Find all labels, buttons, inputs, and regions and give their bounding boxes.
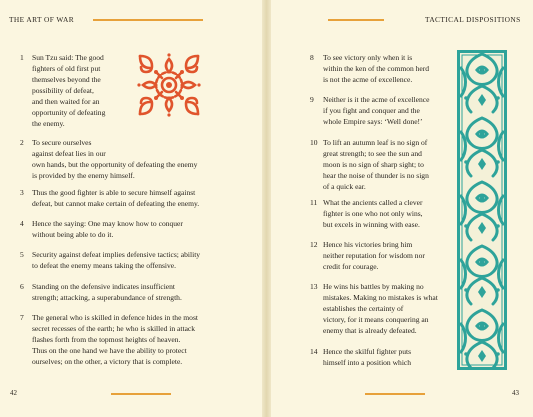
verse-text: What the ancients called a clever fighter is one who not only wins, but excels in winning with ease. [323,198,423,229]
verse-number: 13 [310,282,318,291]
left-header-rule [93,19,203,21]
verse-number: 1 [20,53,24,62]
verse-text: To lift an autumn leaf is no sign of great strength; to see the sun and moon is no sign of sharp sight; to hear the noise of thunder is no sign of a quick ear. [323,138,429,191]
verse-number: 10 [310,138,318,147]
verse-number: 7 [20,313,24,322]
right-running-head: TACTICAL DISPOSITIONS [425,15,521,24]
verse-text: Hence his victories bring him neither reputation for wisdom nor credit for courage. [323,240,425,271]
verse-number: 14 [310,347,318,356]
book-gutter [262,0,271,417]
verse-text: He wins his battles by making no mistakes. Making no mistakes is what establishes the certainty of victory, for it means conquering an enemy that is already defeated. [323,282,438,335]
verse-text: To secure ourselves against defeat lies in our own hands, but the opportunity of defeating the enemy is provided by the enemy himself. [32,138,198,180]
verse-number: 11 [310,198,318,207]
verse-text: Thus the good fighter is able to secure himself against defeat, but cannot make certain of defeating the enemy. [32,188,200,208]
verse-text: Security against defeat implies defensive tactics; ability to defeat the enemy means taking the offensive. [32,250,201,270]
verse-text: Hence the skilful fighter puts himself into a position which [323,347,412,367]
verse-number: 2 [20,138,24,147]
verse-number: 8 [310,53,314,62]
verse-number: 9 [310,95,314,104]
teal-arabesque-band [457,50,507,370]
verse-number: 5 [20,250,24,259]
right-footer-rule [365,393,425,395]
verse-number: 4 [20,219,24,228]
verse-number: 3 [20,188,24,197]
right-page [271,0,533,417]
verse-text: The general who is skilled in defence hides in the most secret recesses of the earth; he who is skilled in attack flashes forth from the topmost heights of heaven. Thus on the one hand we have the ability to protect ourselves; on the other, a victory that is complete. [32,313,198,366]
verse-number: 12 [310,240,318,249]
verse-text: Sun Tzu said: The good fighters of old first put themselves beyond the possibility of defeat, and then waited for an opportunity of defeating the enemy. [32,53,106,128]
left-page [0,0,262,417]
floral-tile-ornament [136,52,202,118]
left-footer-rule [111,393,171,395]
left-running-head: THE ART OF WAR [9,15,75,24]
page-number-right: 43 [512,389,519,397]
verse-text: Neither is it the acme of excellence if you fight and conquer and the whole Empire says: ‘Well done!’ [323,95,430,126]
page-number-left: 42 [10,389,17,397]
verse-text: Hence the saying: One may know how to conquer without being able to do it. [32,219,183,239]
right-header-rule [328,19,384,21]
verse-number: 6 [20,282,24,291]
verse-text: Standing on the defensive indicates insufficient strength; attacking, a superabundance of strength. [32,282,182,302]
verse-text: To see victory only when it is within the ken of the common herd is not the acme of excellence. [323,53,430,84]
